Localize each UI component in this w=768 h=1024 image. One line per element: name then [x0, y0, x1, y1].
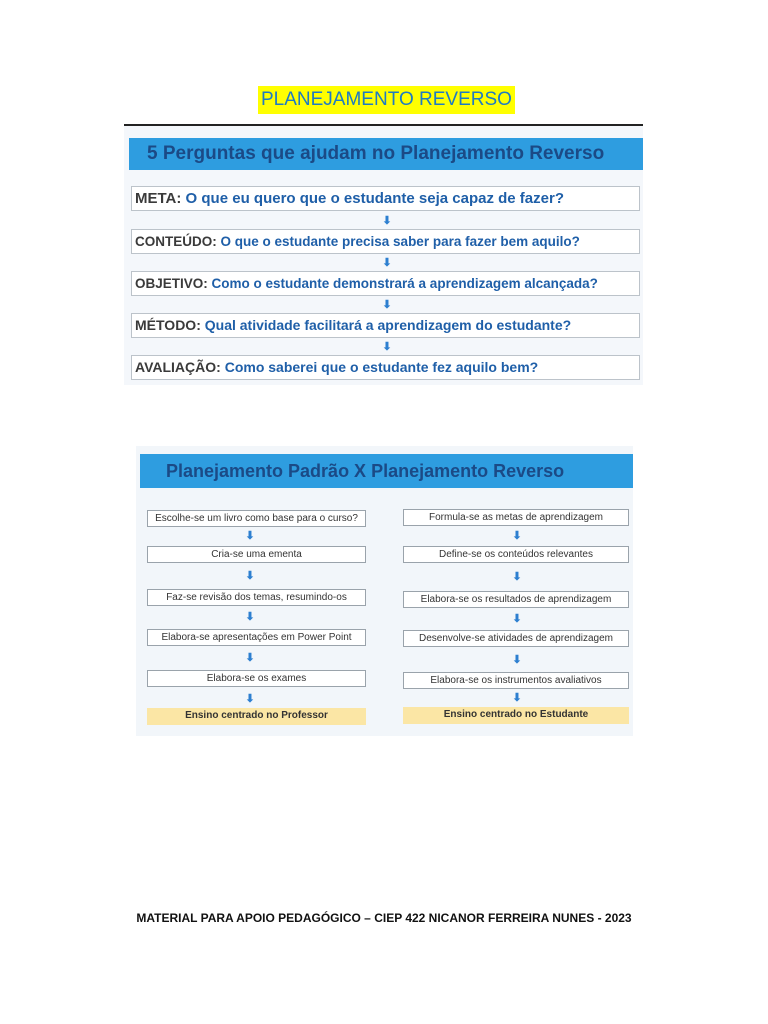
down-arrow-icon: ⬇ [512, 613, 522, 625]
standard-step: Elabora-se apresentações em Power Point [147, 629, 366, 646]
down-arrow-icon: ⬇ [382, 215, 392, 227]
page-title: PLANEJAMENTO REVERSO [258, 86, 515, 114]
down-arrow-icon: ⬇ [245, 611, 255, 623]
down-arrow-icon: ⬇ [245, 530, 255, 542]
question-text: O que o estudante precisa saber para fazer bem aquilo? [216, 234, 580, 249]
question-text: Como o estudante demonstrará a aprendizagem alcançada? [207, 276, 598, 291]
question-objetivo [131, 271, 640, 296]
standard-step: Faz-se revisão dos temas, resumindo-os [147, 589, 366, 606]
question-key: META: [135, 190, 182, 207]
standard-step: Escolhe-se um livro como base para o curso? [147, 510, 366, 527]
down-arrow-icon: ⬇ [245, 693, 255, 705]
question-text: Qual atividade facilitará a aprendizagem do estudante? [200, 317, 572, 333]
reverse-step: Formula-se as metas de aprendizagem [403, 509, 629, 526]
comparison-header: Planejamento Padrão X Planejamento Reverso [140, 454, 633, 488]
down-arrow-icon: ⬇ [512, 571, 522, 583]
page-footer: MATERIAL PARA APOIO PEDAGÓGICO – CIEP 422 NICANOR FERREIRA NUNES - 2023 [136, 911, 632, 925]
question-conteudo [131, 229, 640, 254]
reverse-step: Desenvolve-se atividades de aprendizagem [403, 630, 629, 647]
question-key: OBJETIVO: [135, 276, 208, 291]
question-avaliacao [131, 355, 640, 380]
reverse-final-box: Ensino centrado no Estudante [403, 707, 629, 724]
down-arrow-icon: ⬇ [512, 654, 522, 666]
question-text: O que eu quero que o estudante seja capaz de fazer? [181, 190, 564, 207]
question-key: AVALIAÇÃO: [135, 359, 221, 375]
question-metodo [131, 313, 640, 338]
standard-step: Cria-se uma ementa [147, 546, 366, 563]
down-arrow-icon: ⬇ [382, 341, 392, 353]
question-key: CONTEÚDO: [135, 234, 217, 249]
down-arrow-icon: ⬇ [245, 570, 255, 582]
down-arrow-icon: ⬇ [512, 530, 522, 542]
reverse-step: Elabora-se os instrumentos avaliativos [403, 672, 629, 689]
down-arrow-icon: ⬇ [382, 257, 392, 269]
reverse-step: Elabora-se os resultados de aprendizagem [403, 591, 629, 608]
reverse-step: Define-se os conteúdos relevantes [403, 546, 629, 563]
down-arrow-icon: ⬇ [382, 299, 392, 311]
down-arrow-icon: ⬇ [512, 692, 522, 704]
question-meta [131, 186, 640, 211]
question-key: MÉTODO: [135, 317, 201, 333]
comparison-figure [136, 446, 633, 736]
standard-step: Elabora-se os exames [147, 670, 366, 687]
down-arrow-icon: ⬇ [245, 652, 255, 664]
question-text: Como saberei que o estudante fez aquilo bem? [220, 359, 539, 375]
five-questions-figure [124, 124, 643, 385]
standard-final-box: Ensino centrado no Professor [147, 708, 366, 725]
five-questions-header: 5 Perguntas que ajudam no Planejamento Reverso [129, 138, 643, 170]
